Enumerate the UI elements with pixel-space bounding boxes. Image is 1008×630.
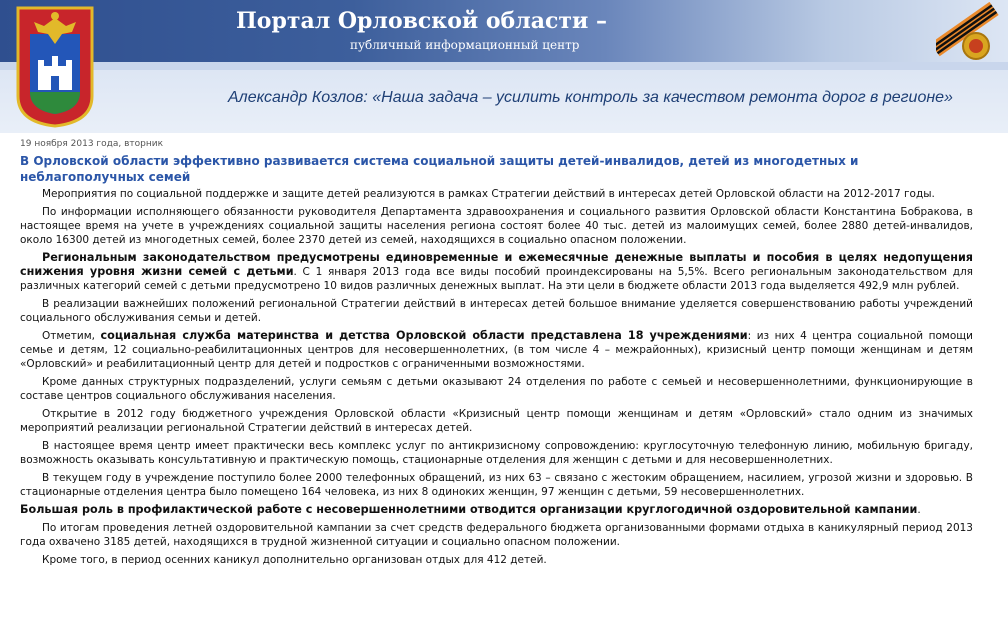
article-date: 19 ноября 2013 года, вторник [20, 139, 164, 149]
site-header [0, 0, 1008, 133]
paragraph-text: . [917, 504, 921, 516]
paragraph: Открытие в 2012 году бюджетного учреждения Орловской области «Кризисный центр помощи женщинам и детям «Орловский» стало одним из значимых мероприятий реализации региональной Стратегии действий в интересах детей. [20, 408, 973, 434]
paragraph-text: : из них 4 центра социальной помощи семье и детям, 12 социально-реабилитационных центров для несовершеннолетних, (в том числе 4 – межрайонных), кризисный центр помощи женщинам и детям «Орловский» и реабилитационный центр для детей и подростков с ограниченными возможностями. [20, 330, 973, 370]
paragraph: В настоящее время центр имеет практически весь комплекс услуг по антикризисному сопровождению: круглосуточную телефонную линию, мобильную бригаду, возможность оказывать консультативную и практическую помощь, стационарные отделения для женщин с детьми и для несовершеннолетних. [20, 440, 973, 466]
bold-text: Региональным законодательством предусмотрены единовременные и ежемесячные денежные выплаты и пособия в целях недопущения снижения уровня жизни семей с детьми [20, 251, 973, 278]
header-divider [0, 62, 1008, 70]
paragraph-text: Отметим, [42, 330, 101, 342]
paragraph: В реализации важнейших положений региональной Стратегии действий в интересах детей большое внимание уделяется совершенствованию работы учреждений социального обслуживания семьи и детей. [20, 298, 973, 324]
article-title[interactable]: В Орловской области эффективно развивается система социальной защиты детей-инвалидов, детей из многодетных и неблагополучных семей [20, 154, 859, 184]
paragraph [20, 329, 973, 371]
paragraph: В текущем году в учреждение поступило более 2000 телефонных обращений, из них 63 – связано с жестоким обращением, насилием, угрозой жизни и здоровью. В стационарные отделения центра было помещено 164 человека, из них 8 одиноких женщин, 97 женщин с детьми, 59 несовершеннолетних. [20, 472, 973, 498]
paragraph: Кроме того, в период осенних каникул дополнительно организован отдых для 412 детей. [42, 554, 547, 566]
portal-title[interactable]: Портал Орловской области – [236, 8, 607, 34]
paragraph [20, 251, 973, 293]
paragraph: По информации исполняющего обязанности руководителя Департамента здравоохранения и социального развития Орловской области Константина Бобракова, в настоящее время на учете в учреждениях социальной защиты населения региона состоят более 40 тыс. детей из малоимущих семей, более 2880 детей-инвалидов, около 16300 детей из многодетных семей, более 2370 детей из семей, находящихся в социально опасном положении. [20, 206, 973, 246]
paragraph: Кроме данных структурных подразделений, услуги семьям с детьми оказывают 24 отделения по работе с семьей и несовершеннолетними, функционирующие в составе центров социального обслуживания населения. [20, 376, 973, 402]
paragraph [20, 503, 973, 517]
paragraph: Мероприятия по социальной поддержке и защите детей реализуются в рамках Стратегии действий в интересах детей Орловской области на 2012-2017 годы. [42, 188, 935, 200]
paragraph: По итогам проведения летней оздоровительной кампании за счет средств федерального бюджета организованными формами отдыха в каникулярный период 2013 года охвачено 3185 детей, находящихся в трудной жизненной ситуации и социально опасном положении. [20, 522, 973, 548]
st-george-ribbon-icon [936, 2, 1000, 66]
news-quote-link[interactable]: Александр Козлов: «Наша задача – усилить контроль за качеством ремонта дорог в регионе» [228, 89, 953, 106]
article-body [20, 187, 973, 567]
portal-subtitle: публичный информационный центр [350, 38, 580, 52]
bold-text: социальная служба материнства и детства Орловской области представлена 18 учреждениями [100, 329, 748, 342]
coat-of-arms-icon[interactable] [14, 4, 96, 128]
paragraph-text: . С 1 января 2013 года все виды пособий проиндексированы на 5,5%. Всего региональным законодательством для различных категорий семей с детьми предусмотрено 10 видов различных денежных выплат. На эти цели в бюджете области 2013 года выделяется 492,9 млн рублей. [20, 266, 973, 292]
bold-text: Большая роль в профилактической работе с несовершеннолетними отводится организации круглогодичной оздоровительной кампании [20, 503, 918, 516]
article [20, 136, 973, 571]
